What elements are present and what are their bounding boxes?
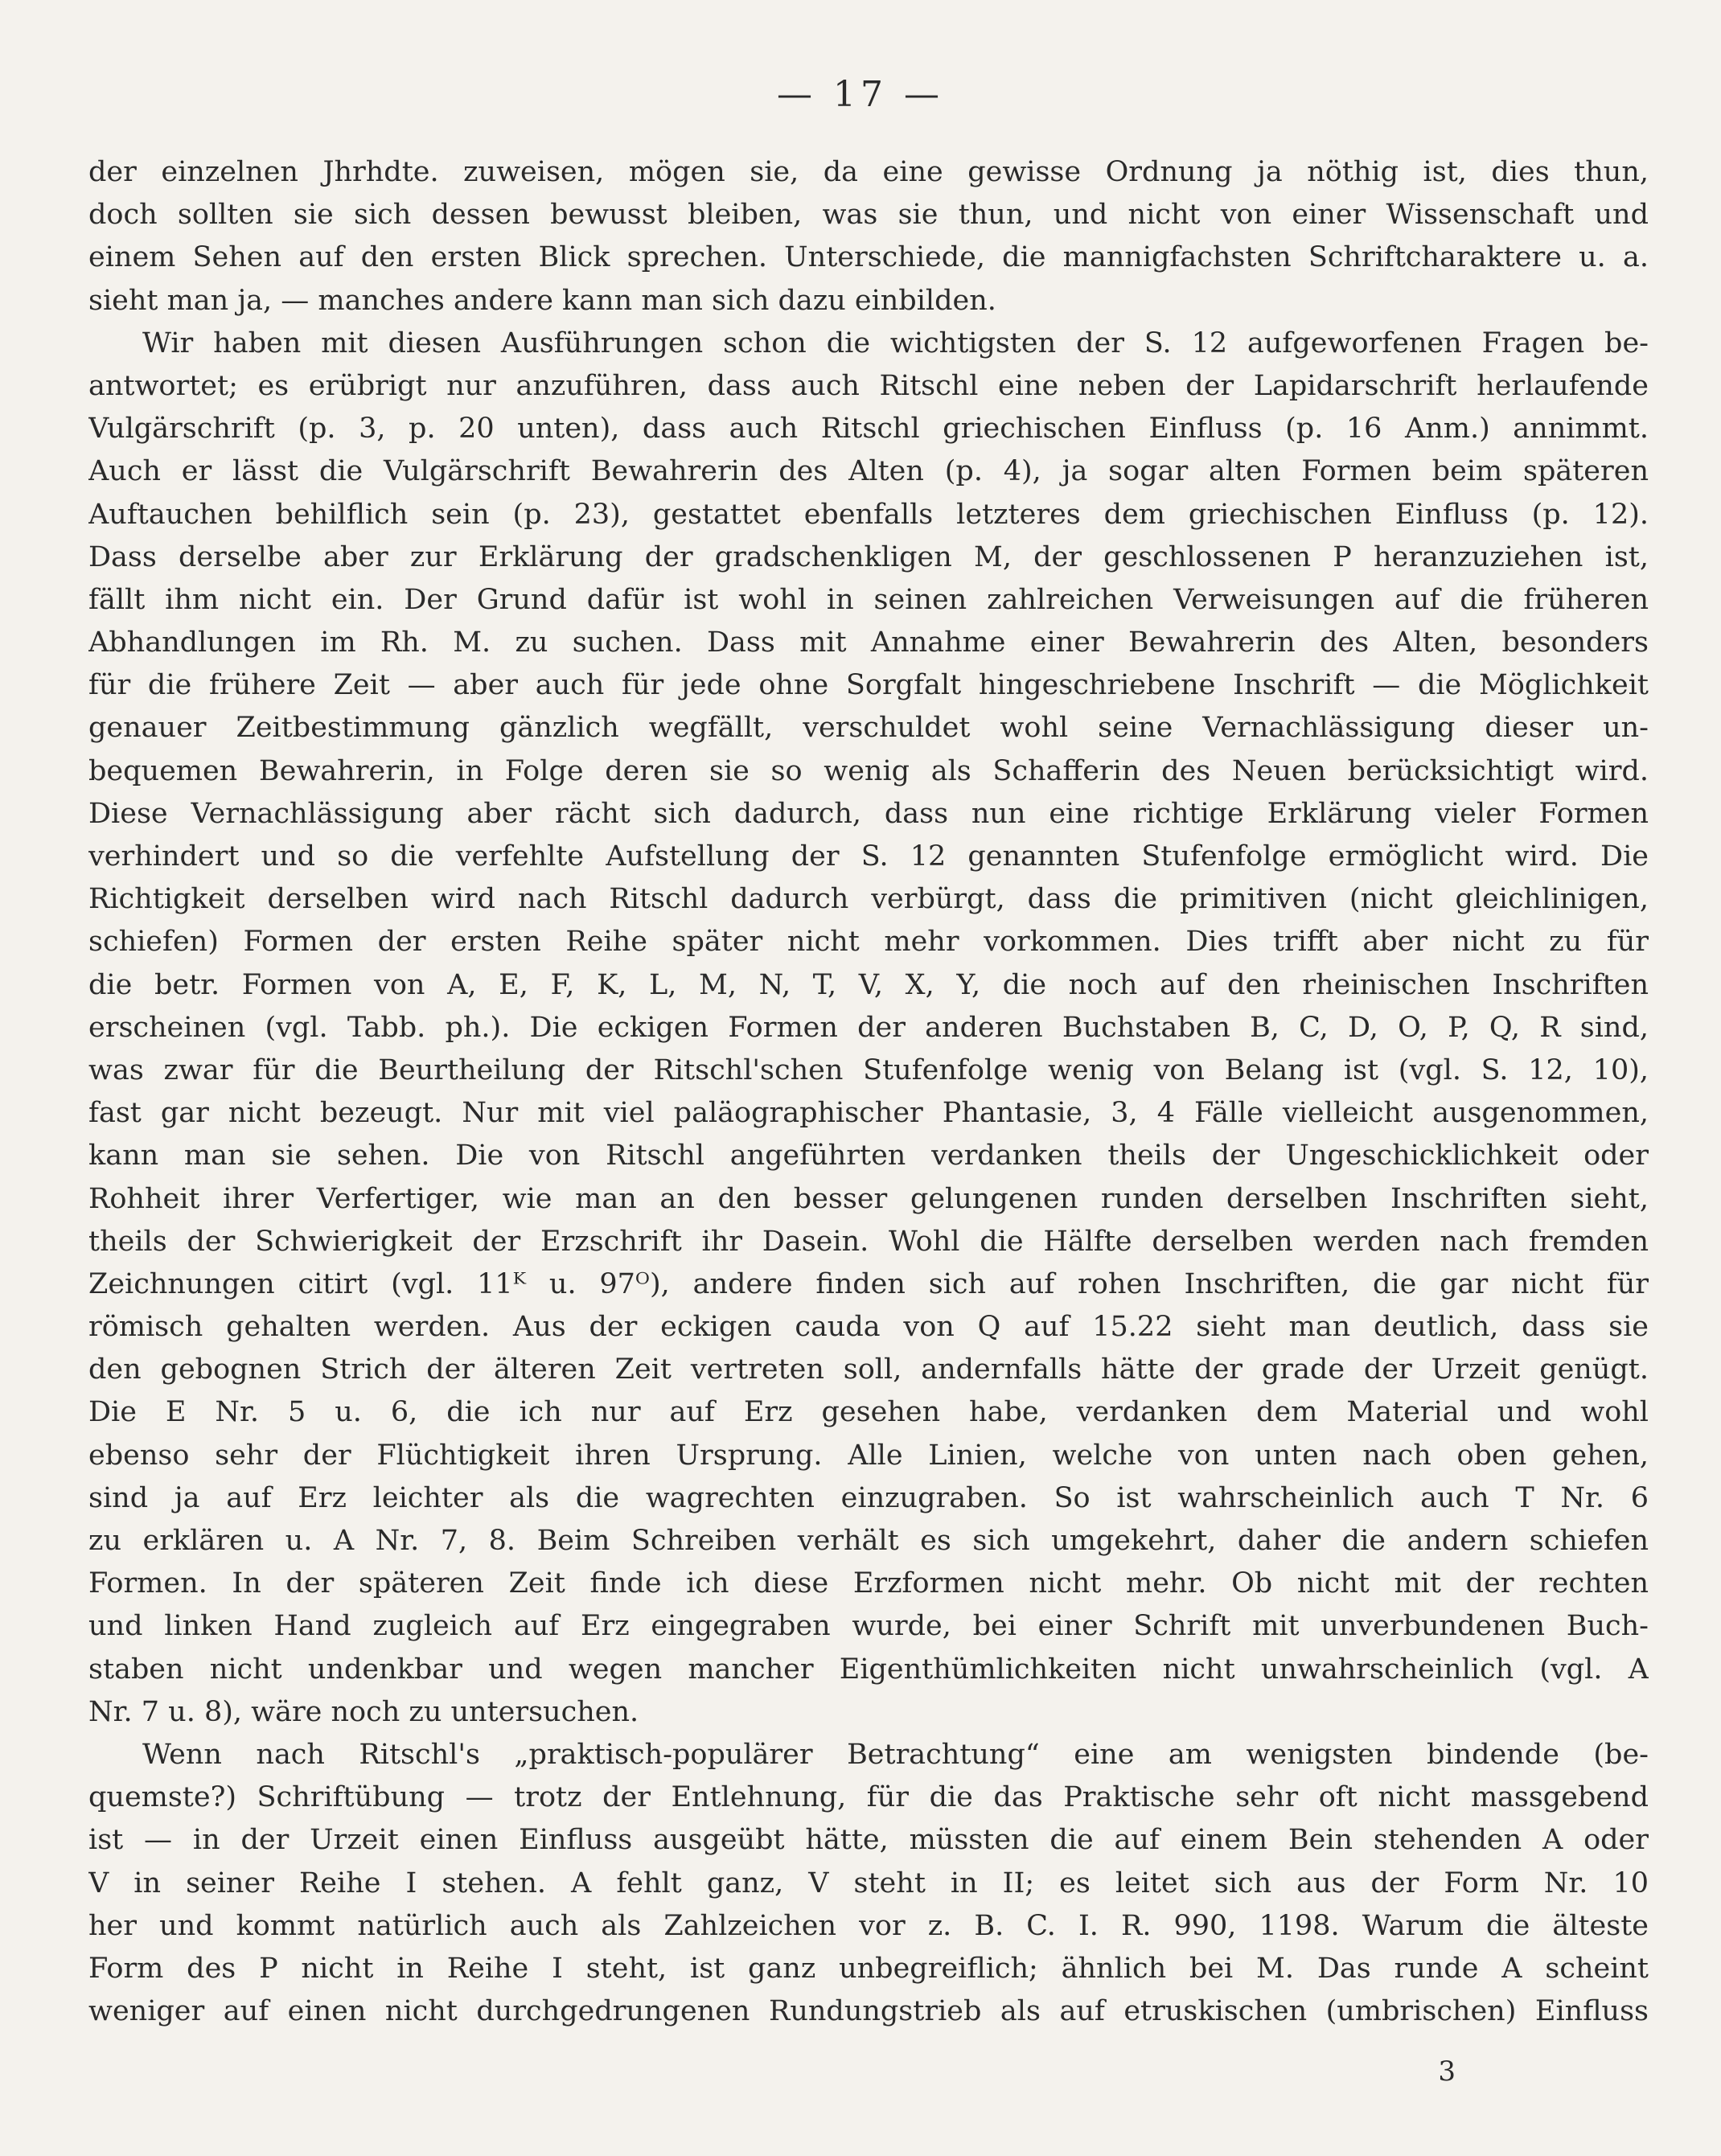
text-line: Formen. In der späteren Zeit finde ich diese Erzformen nicht mehr. Ob nicht mit der rechten — [88, 1567, 1649, 1600]
text-line: antwortet; es erübrigt nur anzuführen, dass auch Ritschl eine neben der Lapidarschrift herlaufende — [88, 369, 1649, 402]
text-line: theils der Schwierigkeit der Erzschrift ihr Dasein. Wohl die Hälfte derselben werden nach fremden — [88, 1225, 1649, 1258]
text-line: Auftauchen behilflich sein (p. 23), gestattet ebenfalls letzteres dem griechischen Einfluss (p. 12). — [88, 498, 1649, 531]
text-line: fast gar nicht bezeugt. Nur mit viel paläographischer Phantasie, 3, 4 Fälle vielleicht ausgenommen, — [88, 1097, 1649, 1130]
text-line: der einzelnen Jhrhdte. zuweisen, mögen sie, da eine gewisse Ordnung ja nöthig ist, dies thun, — [88, 156, 1649, 188]
text-line: Dass derselbe aber zur Erklärung der gradschenkligen M, der geschlossenen P heranzuziehen ist, — [88, 540, 1649, 573]
text-line: zu erklären u. A Nr. 7, 8. Beim Schreiben verhält es sich umgekehrt, daher die andern schiefen — [88, 1525, 1649, 1557]
text-line: die betr. Formen von A, E, F, K, L, M, N, T, V, X, Y, die noch auf den rheinischen Inschriften — [88, 968, 1649, 1001]
text-line: erscheinen (vgl. Tabb. ph.). Die eckigen Formen der anderen Buchstaben B, C, D, O, P, Q, R sind, — [88, 1011, 1649, 1044]
text-line: fällt ihm nicht ein. Der Grund dafür ist wohl in seinen zahlreichen Verweisungen auf die früheren — [88, 583, 1649, 616]
text-line: sieht man ja, — manches andere kann man sich dazu einbilden. — [88, 284, 996, 317]
text-line: Die E Nr. 5 u. 6, die ich nur auf Erz gesehen habe, verdanken dem Material und wohl — [88, 1396, 1649, 1429]
text-line: Form des P nicht in Reihe I steht, ist ganz unbegreiflich; ähnlich bei M. Das runde A scheint — [88, 1952, 1649, 1985]
body-text — [88, 151, 1649, 2033]
text-line: doch sollten sie sich dessen bewusst bleiben, was sie thun, und nicht von einer Wissenschaft und — [88, 199, 1649, 232]
text-line: den gebognen Strich der älteren Zeit vertreten soll, andernfalls hätte der grade der Urzeit genügt. — [88, 1353, 1649, 1386]
text-line: ist — in der Urzeit einen Einfluss ausgeübt hätte, müssten die auf einem Bein stehenden A oder — [88, 1824, 1649, 1857]
text-line: für die frühere Zeit — aber auch für jede ohne Sorgfalt hingeschriebene Inschrift — die Möglichkeit — [88, 669, 1649, 702]
text-line: Richtigkeit derselben wird nach Ritschl dadurch verbürgt, dass die primitiven (nicht gleichlinigen, — [88, 883, 1649, 916]
text-line: ebenso sehr der Flüchtigkeit ihren Ursprung. Alle Linien, welche von unten nach oben gehen, — [88, 1439, 1649, 1472]
text-line: her und kommt natürlich auch als Zahlzeichen vor z. B. C. I. R. 990, 1198. Warum die älteste — [88, 1909, 1649, 1942]
text-line: Rohheit ihrer Verfertiger, wie man an den besser gelungenen runden derselben Inschriften sieht, — [88, 1182, 1649, 1215]
text-line: sind ja auf Erz leichter als die wagrechten einzugraben. So ist wahrscheinlich auch T Nr. 6 — [88, 1481, 1649, 1514]
text-line: staben nicht undenkbar und wegen mancher Eigenthümlichkeiten nicht unwahrscheinlich (vgl. A — [88, 1653, 1649, 1686]
text-line: genauer Zeitbestimmung gänzlich wegfällt, verschuldet wohl seine Vernachlässigung dieser un- — [88, 712, 1649, 745]
text-line: einem Sehen auf den ersten Blick sprechen. Unterschiede, die mannigfachsten Schriftcharaktere u. a. — [88, 241, 1649, 274]
paragraph-start-line: Wenn nach Ritschl's „praktisch-populärer Betrachtung“ eine am wenigsten bindende (be- — [142, 1738, 1649, 1771]
text-line: Diese Vernachlässigung aber rächt sich dadurch, dass nun eine richtige Erklärung vieler Formen — [88, 797, 1649, 830]
text-line: weniger auf einen nicht durchgedrungenen Rundungstrieb als auf etruskischen (umbrischen) Einfluss — [88, 1995, 1649, 2028]
text-line: bequemen Bewahrerin, in Folge deren sie so wenig als Schafferin des Neuen berücksichtigt wird. — [88, 754, 1649, 787]
text-line: römisch gehalten werden. Aus der eckigen cauda von Q auf 15.22 sieht man deutlich, dass sie — [88, 1311, 1649, 1344]
text-line: quemste?) Schriftübung — trotz der Entlehnung, für die das Praktische sehr oft nicht massgebend — [88, 1781, 1649, 1814]
text-line: und linken Hand zugleich auf Erz eingegraben wurde, bei einer Schrift mit unverbundenen Buch- — [88, 1610, 1649, 1643]
text-line: kann man sie sehen. Die von Ritschl angeführten verdanken theils der Ungeschicklichkeit oder — [88, 1140, 1649, 1172]
text-line: schiefen) Formen der ersten Reihe später nicht mehr vorkommen. Dies trifft aber nicht zu für — [88, 926, 1649, 959]
text-line: Auch er lässt die Vulgärschrift Bewahrerin des Alten (p. 4), ja sogar alten Formen beim späteren — [88, 455, 1649, 488]
text-line: Vulgärschrift (p. 3, p. 20 unten), dass auch Ritschl griechischen Einfluss (p. 16 Anm.) annimmt. — [88, 413, 1649, 446]
paragraph-start-line: Wir haben mit diesen Ausführungen schon die wichtigsten der S. 12 aufgeworfenen Fragen be- — [142, 326, 1649, 359]
text-line: Zeichnungen citirt (vgl. 11ᴷ u. 97ᴼ), andere finden sich auf rohen Inschriften, die gar nicht für — [88, 1267, 1649, 1300]
text-line: was zwar für die Beurtheilung der Ritschl'schen Stufenfolge wenig von Belang ist (vgl. S. 12, 10), — [88, 1053, 1649, 1086]
printer-signature-mark: 3 — [1438, 2055, 1456, 2088]
text-line: verhindert und so die verfehlte Aufstellung der S. 12 genannten Stufenfolge ermöglicht wird. Die — [88, 840, 1649, 873]
text-line: V in seiner Reihe I stehen. A fehlt ganz, V steht in II; es leitet sich aus der Form Nr. 10 — [88, 1866, 1649, 1899]
page-number: — 17 — — [777, 74, 944, 115]
text-line: Abhandlungen im Rh. M. zu suchen. Dass mit Annahme einer Bewahrerin des Alten, besonders — [88, 626, 1649, 659]
text-line: Nr. 7 u. 8), wäre noch zu untersuchen. — [88, 1695, 639, 1728]
